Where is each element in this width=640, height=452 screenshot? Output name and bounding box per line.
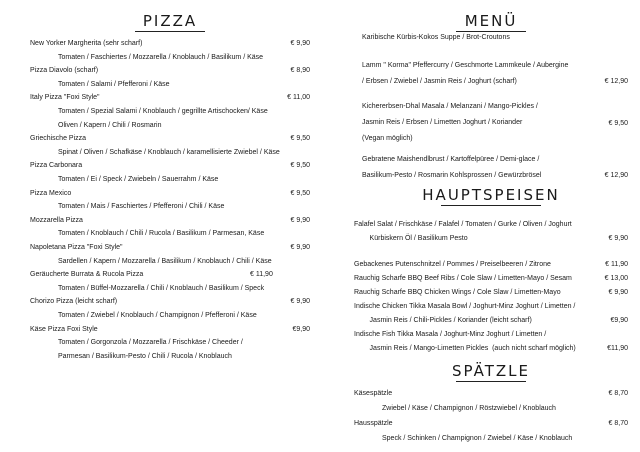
item-name: Griechische Pizza (30, 135, 87, 143)
spaetzle-name (354, 420, 628, 428)
pizza-heading: PIZZA (30, 12, 310, 32)
item-price: € 8,70 (608, 390, 628, 397)
pizza-name (30, 298, 310, 306)
pizza-description: Tomaten / Salami / Pfefferoni / Käse (58, 80, 170, 88)
item-price: € 11,90 (605, 261, 628, 268)
item-price: €9,90 (292, 325, 310, 333)
pizza-name (30, 190, 310, 198)
item-price: € 9,90 (290, 216, 310, 224)
pizza-name (30, 326, 310, 334)
item-name: Pizza Mexico (30, 189, 72, 197)
item-price: € 9,50 (290, 189, 310, 197)
menu-item-line: Kichererbsen-Dhal Masala / Melanzani / Mango-Pickles / (362, 103, 538, 110)
menu-item-line: Jasmin Reis / Erbsen / Limetten Joghurt / Koriander (362, 119, 523, 126)
spaetzle-name (354, 390, 628, 398)
item-price: € 9,50 (608, 120, 628, 127)
item-price: € 9,50 (290, 135, 310, 143)
hauptspeise-line: Gebackenes Putenschnitzel / Pommes / Preiselbeeren / Zitrone (354, 261, 551, 268)
item-name: Käsespätzle (354, 390, 393, 397)
item-price: € 12,90 (604, 78, 628, 85)
item-name: Italy Pizza "Foxi Style" (30, 94, 100, 102)
hauptspeise-line: Jasmin Reis / Chili-Pickles / Koriander (leicht scharf) (354, 317, 532, 324)
item-name: New Yorker Margherita (sehr scharf) (30, 40, 143, 47)
spaetzle-description: Speck / Schinken / Champignon / Zwiebel / Käse / Knoblauch (382, 435, 573, 442)
pizza-description: Oliven / Kapern / Chili / Rosmarin (58, 121, 162, 129)
pizza-description: Parmesan / Basilikum-Pesto / Chili / Rucola / Knoblauch (58, 352, 232, 360)
item-name: Pizza Carbonara (30, 162, 83, 170)
spaetzle-description: Zwiebel / Käse / Champignon / Röstzwiebel / Knoblauch (382, 405, 556, 412)
item-name: Käse Pizza Foxi Style (30, 325, 98, 333)
spaetzle-heading: SPÄTZLE (452, 362, 530, 380)
pizza-description: Sardellen / Kapern / Mozzarella / Basilikum / Knoblauch / Chili / Käse (58, 257, 272, 265)
hauptspeise-line: Rauchig Scharfe BBQ Beef Ribs / Cole Slaw / Limetten-Mayo / Sesam (354, 275, 572, 282)
hauptspeise-line: Falafel Salat / Frischkäse / Falafel / Tomaten / Gurke / Oliven / Joghurt (354, 221, 572, 228)
menu-item-line: / Erbsen / Zwiebel / Jasmin Reis / Joghurt (scharf) (362, 78, 517, 85)
hauptspeise-line: Rauchig Scharfe BBQ Chicken Wings / Cole Slaw / Limetten-Mayo (354, 289, 561, 296)
item-name: Mozzarella Pizza (30, 216, 83, 224)
hauptspeise-line: Indische Fish Tikka Masala / Joghurt-Minz Joghurt / Limetten / (354, 331, 547, 338)
hauptspeise-line: Kürbiskern Öl / Basilikum Pesto (354, 235, 468, 242)
pizza-description: Tomaten / Knoblauch / Chili / Rucola / Basilikum / Parmesan, Käse (58, 230, 265, 238)
pizza-description: Tomaten / Gorgonzola / Mozzarella / Frischkäse / Cheeder / (58, 339, 243, 347)
pizza-name (30, 67, 310, 75)
item-price: € 11,90 (250, 271, 273, 279)
pizza-name (30, 244, 310, 252)
item-price: € 9,90 (290, 40, 310, 47)
hauptspeise-line: Indische Chicken Tikka Masala Bowl / Joghurt-Minz Joghurt / Limetten / (354, 303, 576, 310)
pizza-description: Tomaten / Spezial Salami / Knoblauch / gegrillte Artischocken/ Käse (58, 108, 268, 115)
item-price: € 8,90 (290, 67, 310, 75)
menu-item-line: Basilikum-Pesto / Rosmarin Kohlsprossen / Gewürzbrösel (362, 172, 542, 179)
pizza-description: Spinat / Oliven / Schafkäse / Knoblauch / karamellisierte Zwiebel / Käse (58, 148, 280, 156)
item-price: € 12,90 (604, 172, 628, 179)
pizza-name (30, 217, 310, 225)
item-price: € 9,50 (290, 162, 310, 170)
pizza-description: Tomaten / Zwiebel / Knoblauch / Champignon / Pfefferoni / Käse (58, 312, 257, 319)
pizza-description: Tomaten / Büffel-Mozzarella / Chili / Knoblauch / Basilikum / Speck (58, 284, 265, 292)
menu-item-line: (Vegan möglich) (362, 135, 413, 142)
item-price: € 13,00 (604, 275, 628, 282)
hauptspeise-line: Jasmin Reis / Mango-Limetten Pickles (auch nicht scharf möglich) (354, 345, 576, 352)
menu-item-line: Karibische Kürbis-Kokos Suppe / Brot-Croutons (362, 34, 510, 41)
pizza-name (30, 94, 310, 102)
item-name: Chorizo Pizza (leicht scharf) (30, 298, 118, 306)
item-price: € 8,70 (608, 420, 628, 427)
hauptspeisen-heading: HAUPTSPEISEN (422, 186, 560, 204)
item-price: € 9,90 (290, 298, 310, 306)
item-name: Pizza Diavolo (scharf) (30, 67, 99, 75)
item-name: Napoletana Pizza "Foxi Style" (30, 244, 123, 251)
menu-heading: MENÜ (354, 12, 628, 32)
item-name: Hausspätzle (354, 420, 393, 427)
item-price: €9,90 (610, 317, 628, 324)
item-name: Geräucherte Burrata & Rucola Pizza (30, 271, 144, 279)
item-price: € 9,90 (290, 244, 310, 251)
pizza-description: Tomaten / Faschiertes / Mozzarella / Knoblauch / Basilikum / Käse (58, 53, 264, 61)
pizza-description: Tomaten / Mais / Faschiertes / Pfefferoni / Chili / Käse (58, 203, 225, 211)
pizza-name (30, 135, 310, 143)
item-price: €11,90 (607, 345, 628, 352)
pizza-name (30, 40, 310, 48)
item-price: € 11,00 (287, 94, 310, 102)
pizza-name (30, 162, 310, 170)
item-price: € 9,90 (608, 235, 628, 242)
pizza-description: Tomaten / Ei / Speck / Zwiebeln / Sauerrahm / Käse (58, 176, 219, 183)
menu-item-line: Lamm " Korma" Pfeffercurry / Geschmorte Lammkeule / Aubergine (362, 62, 569, 69)
pizza-name (30, 271, 310, 279)
item-price: € 9,90 (608, 289, 628, 296)
menu-item-line: Gebratene Maishendlbrust / Kartoffelpüree / Demi-glace / (362, 156, 540, 163)
